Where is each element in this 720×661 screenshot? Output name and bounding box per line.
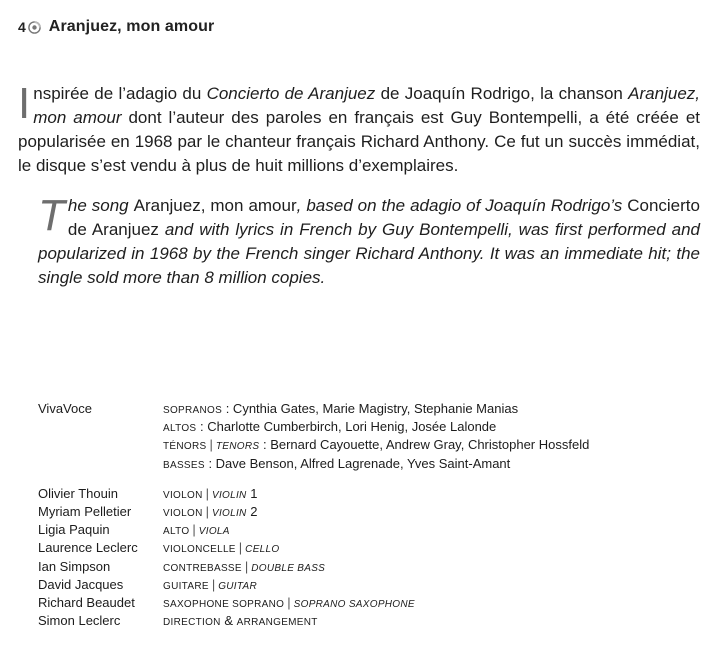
credits bbox=[38, 400, 708, 630]
drop-cap: T bbox=[38, 191, 65, 240]
musician-row: Ligia Paquin ALTO | VIOLA bbox=[38, 522, 230, 538]
drop-cap: I bbox=[18, 79, 31, 128]
credit-row: TÉNORS | TENORS : Bernard Cayouette, Andrew Gray, Christopher Hossfeld bbox=[163, 437, 590, 453]
english-paragraph: The song Aranjuez, mon amour, based on the adagio of Joaquín Rodrigo’s Concierto de Aranjuez and with lyrics in French by Guy Bontempelli, was first performed and popularized in 1968 by the French singer Richard Anthony. It was an immediate hit; the single sold more than 8 million copies. bbox=[38, 191, 700, 287]
french-paragraph: Inspirée de l’adagio du Concierto de Aranjuez de Joaquín Rodrigo, la chanson Aranjuez, mon amour dont l’auteur des paroles en français est Guy Bontempelli, a été créée et popularisée en 1968 par le chanteur français Richard Anthony. Ce fut un succès immédiat, le disque s’est vendu à plus de huit millions d’exemplaires. bbox=[18, 79, 700, 175]
credit-row: BASSES : Dave Benson, Alfred Lagrenade, Yves Saint-Amant bbox=[163, 455, 511, 471]
track-header bbox=[18, 18, 214, 36]
ensemble-name: VivaVoce bbox=[38, 401, 92, 416]
musician-row: Olivier Thouin VIOLON | VIOLIN 1 bbox=[38, 485, 258, 501]
musician-row: Richard Beaudet SAXOPHONE SOPRANO | SOPRANO SAXOPHONE bbox=[38, 594, 415, 610]
musician-row: Simon Leclerc DIRECTION & ARRANGEMENT bbox=[38, 613, 318, 629]
credit-row: VivaVoce SOPRANOS : Cynthia Gates, Marie Magistry, Stephanie Manias bbox=[38, 400, 708, 418]
track-number: 4 bbox=[18, 19, 26, 35]
cd-disc-icon bbox=[28, 21, 41, 34]
musician-row: David Jacques GUITARE | GUITAR bbox=[38, 576, 258, 592]
credit-row: ALTOS : Charlotte Cumberbirch, Lori Henig, Josée Lalonde bbox=[163, 419, 497, 435]
musician-row: Myriam Pelletier VIOLON | VIOLIN 2 bbox=[38, 503, 258, 519]
musician-row: Laurence Leclerc VIOLONCELLE | CELLO bbox=[38, 540, 280, 556]
track-title: Aranjuez, mon amour bbox=[48, 18, 215, 35]
musician-row: Ian Simpson CONTREBASSE | DOUBLE BASS bbox=[38, 558, 326, 574]
